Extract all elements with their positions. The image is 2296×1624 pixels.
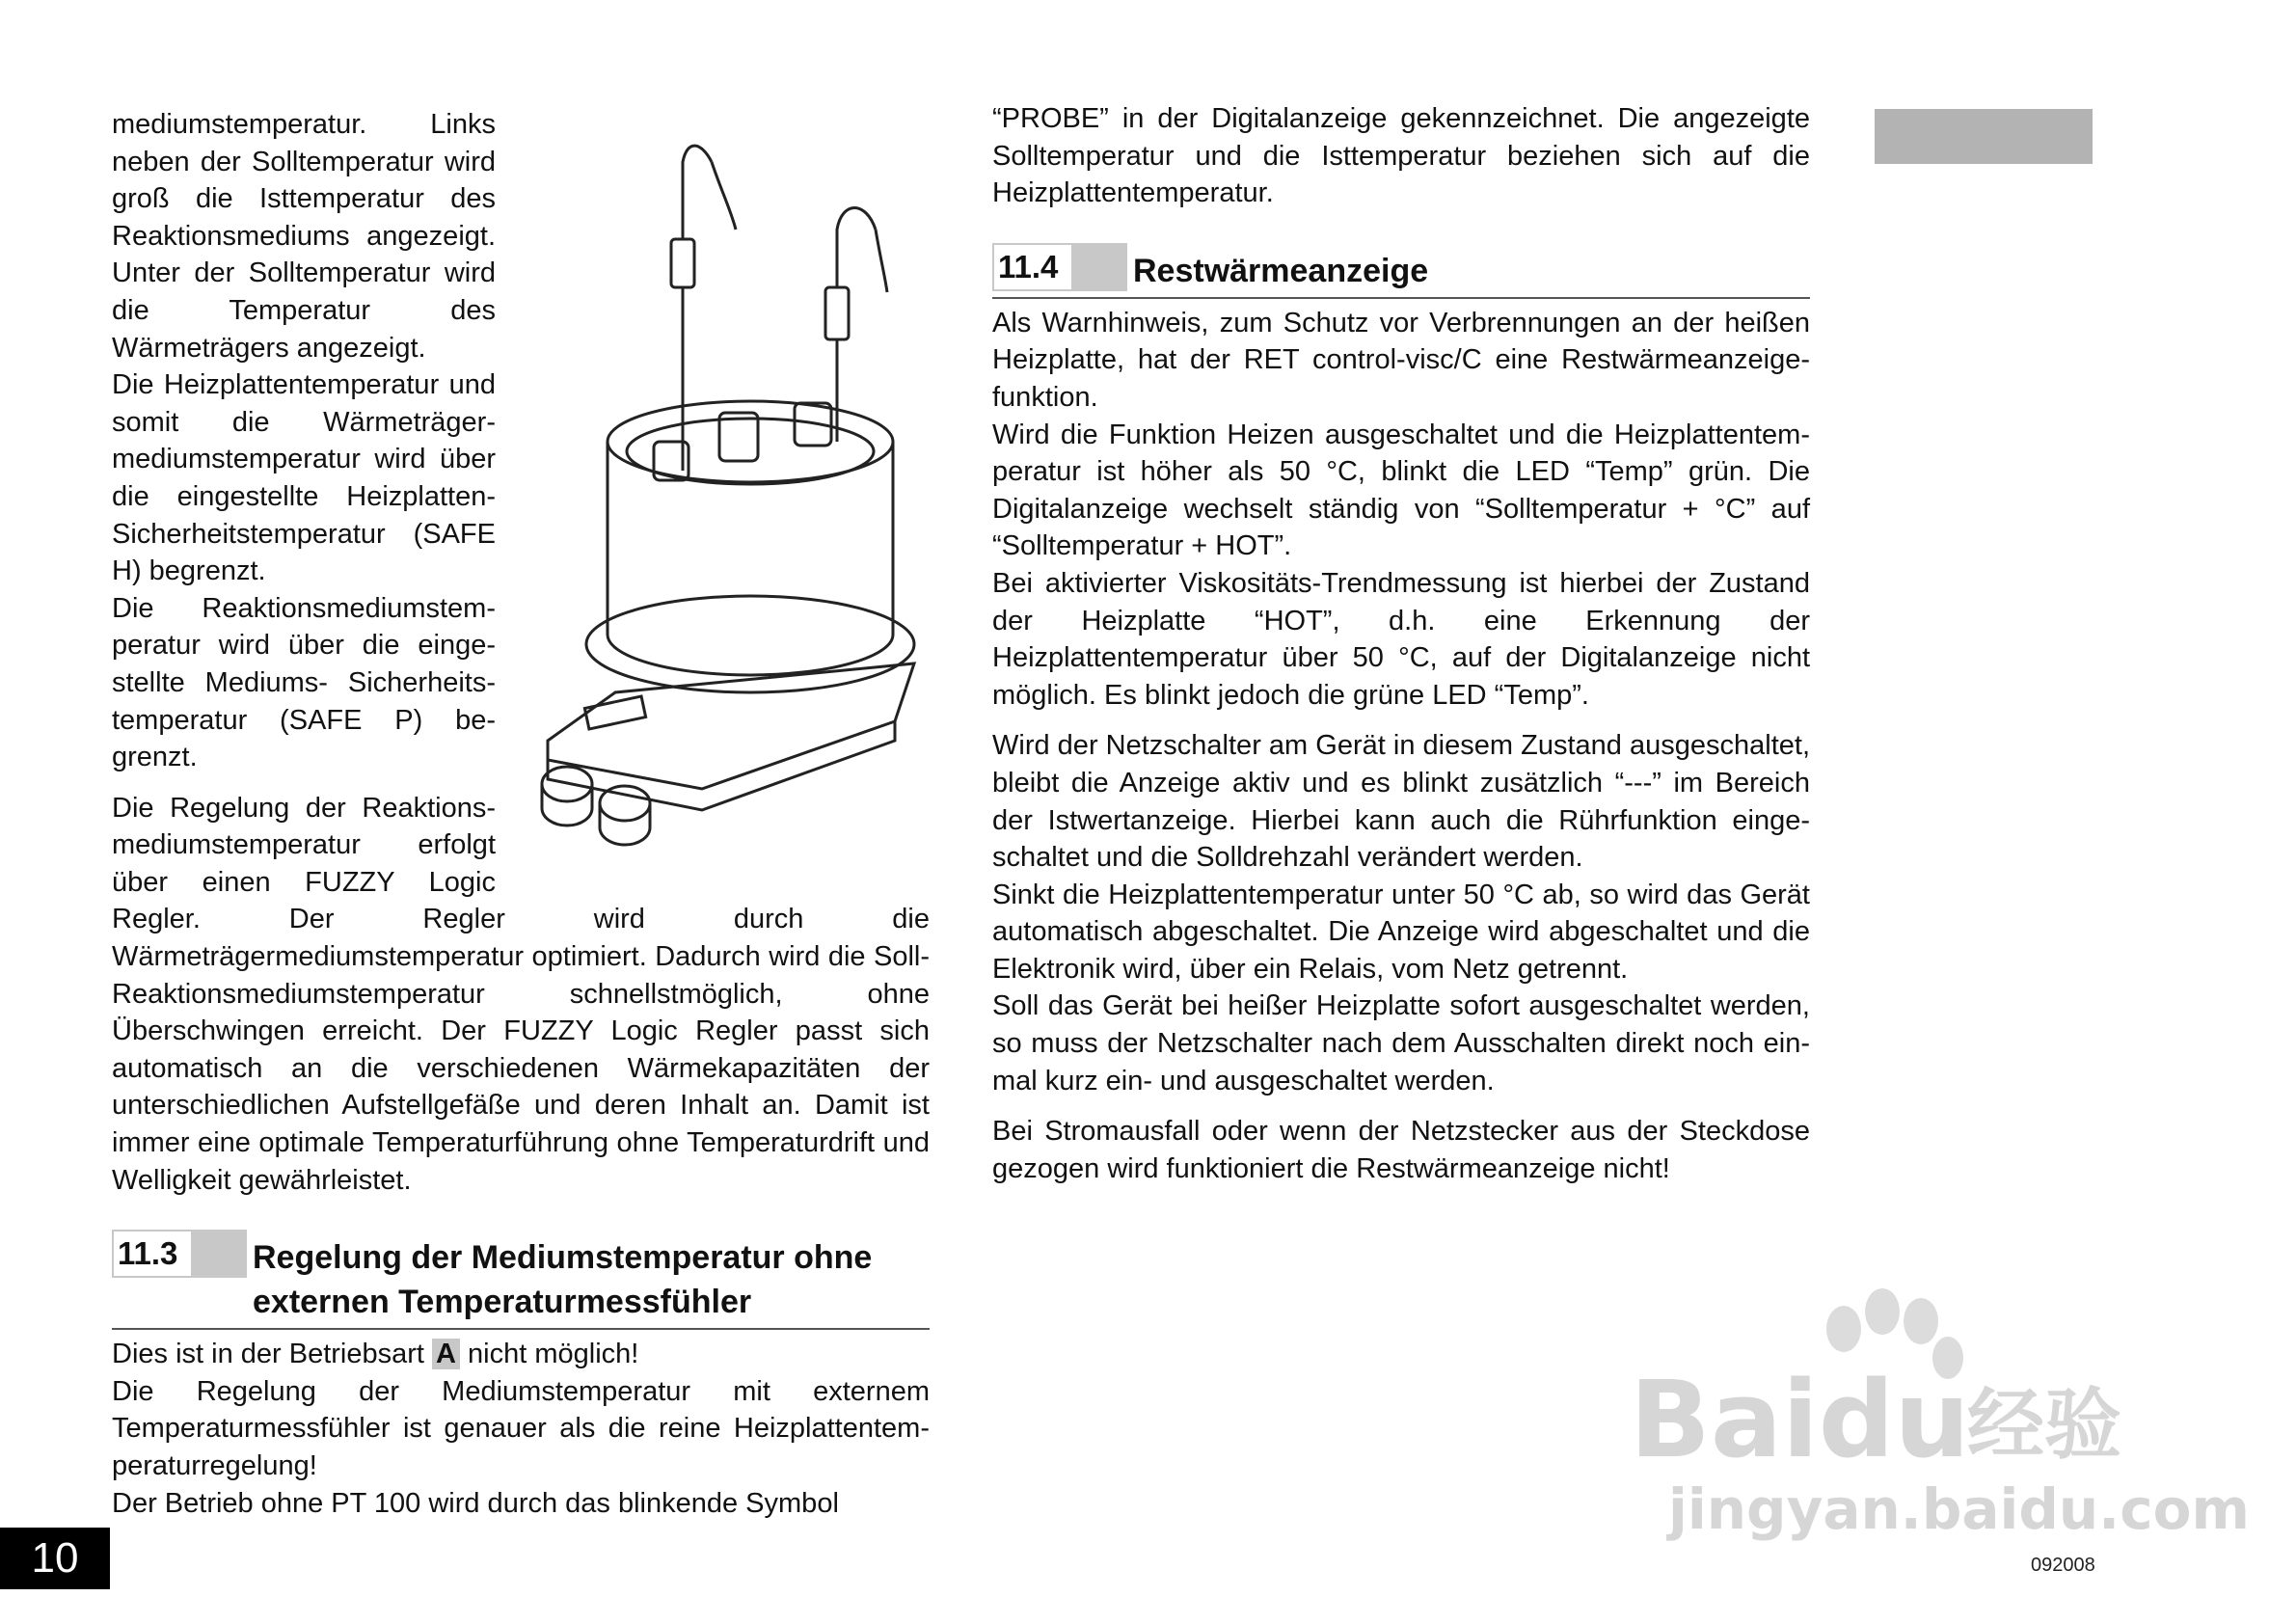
baidu-jingyan-watermark xyxy=(1630,1283,2250,1543)
page-number: 10 xyxy=(0,1528,110,1589)
svg-text:jingyan.baidu.com: jingyan.baidu.com xyxy=(1668,1476,2250,1542)
hotplate-stirrer-illustration xyxy=(509,123,930,870)
section-11-4-paragraph-3: Bei aktivierter Viskositäts-Trendmessung ist hierbei der Zustand der Heizplatte “HOT”, d.h. eine Erkennung der Heizplattentemperatur über 50 °C, auf der Digitalanzeige nicht möglich. Es blinkt jedoch die grüne LED “Temp”. xyxy=(992,567,1810,711)
section-11-4-heading xyxy=(992,243,1810,299)
right-column xyxy=(992,100,1810,1187)
section-11-3-heading xyxy=(112,1230,930,1330)
section-11-4-paragraph-2: Wird die Funktion Heizen ausgeschaltet und die Heizplattentem-peratur ist höher als 50 °C, blinkt die LED “Temp” grün. Die Digitalanzeige wechselt ständig von “Solltemperatur + °C” auf “Solltemperatur + HOT”. xyxy=(992,419,1810,562)
section-title: Regelung der Mediumstemperatur ohne externen Temperaturmessfühler xyxy=(253,1239,873,1321)
section-11-4-paragraph-5: Sinkt die Heizplattentemperatur unter 50 °C ab, so wird das Gerät automatisch abgeschaltet. Die Anzeige wird abgeschaltet und die Elektronik wird, über ein Relais, vom Netz getrennt. xyxy=(992,879,1810,985)
document-code: 092008 xyxy=(2031,1555,2095,1576)
intro-paragraph-2: Die Heizplattentemperatur und somit die Wärmeträger-mediumstemperatur wird über die eingestellte Heizplatten-Sicherheitstemperatur (SAFE H) begrenzt. xyxy=(112,369,496,587)
section-11-4-paragraph-4: Wird der Netzschalter am Gerät in diesem Zustand ausgeschaltet, bleibt die Anzeige aktiv und es blinkt zusätzlich “---” im Bereich der Istwertanzeige. Hierbei kann auch die Rührfunktion einge-schaltet und die Solldrehzahl verändert werden. xyxy=(992,730,1810,874)
probe-continuation-paragraph: “PROBE” in der Digitalanzeige gekennzeichnet. Die angezeigte Solltemperatur und die Isttemperatur beziehen sich auf die Heizplattentemperatur. xyxy=(992,103,1810,209)
intro-paragraph-3: Die Reaktionsmediumstem-peratur wird über die einge-stellte Mediums- Sicherheits-temperatur (SAFE P) be-grenzt. xyxy=(112,592,496,773)
svg-text:经验: 经验 xyxy=(1967,1380,2121,1470)
svg-text:Baidu: Baidu xyxy=(1630,1358,1970,1481)
section-number: 11.4 xyxy=(992,243,1073,291)
intro-paragraph-1: mediumstemperatur. Links neben der Solltemperatur wird groß die Isttemperatur des Reaktionsmediums angezeigt. Unter der Solltemperatur wird die Temperatur des Wärmeträgers angezeigt. xyxy=(112,109,496,364)
mode-a-badge: A xyxy=(432,1339,460,1369)
section-11-3-paragraph-2: Die Regelung der Mediumstemperatur mit externem Temperaturmessfühler ist genauer als die reine Heizplattentem-peraturregelung! xyxy=(112,1375,930,1481)
left-column xyxy=(112,106,930,1522)
section-11-3-paragraph-3: Der Betrieb ohne PT 100 wird durch das blinkende Symbol xyxy=(112,1487,839,1519)
section-11-4-paragraph-1: Als Warnhinweis, zum Schutz vor Verbrennungen an der heißen Heizplatte, hat der RET control-visc/C eine Restwärmeanzeige-funktion. xyxy=(992,307,1810,413)
section-number: 11.3 xyxy=(112,1230,193,1278)
fuzzy-logic-paragraph: Die Regelung der Reaktions-mediumstemperatur erfolgt über einen FUZZY Logic Regler. Der Regler wird durch die Wärmeträgermediumstemperatur optimiert. Dadurch wird die Soll- Reaktionsmediumstemperatur schnellstmöglich, ohne Überschwingen erreicht. Der FUZZY Logic Regler passt sich automatisch an die verschiedenen Wärmekapazitäten der unterschiedlichen Aufstellgefäße und deren Inhalt an. Damit ist immer eine optimale Temperaturführung ohne Temperaturdrift und Welligkeit gewährleistet. xyxy=(112,792,930,1196)
chapter-tab-marker xyxy=(1875,109,2093,164)
section-11-4-paragraph-6: Soll das Gerät bei heißer Heizplatte sofort ausgeschaltet werden, so muss der Netzschalter nach dem Ausschalten direkt noch ein-mal kurz ein- und ausgeschaltet werden. xyxy=(992,990,1810,1096)
section-title: Restwärmeanzeige xyxy=(1133,252,1429,289)
section-11-4-paragraph-7: Bei Stromausfall oder wenn der Netzstecker aus der Steckdose gezogen wird funktioniert die Restwärmeanzeige nicht! xyxy=(992,1116,1810,1184)
mode-note-paragraph: Dies ist in der Betriebsart A nicht möglich! xyxy=(112,1339,639,1370)
